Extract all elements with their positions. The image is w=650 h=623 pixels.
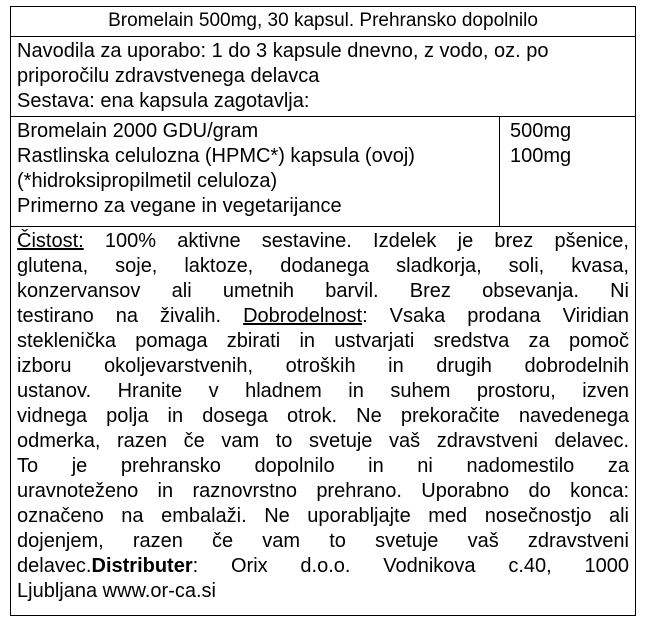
info-line: konzervansov ali umetnih barvil. Brez obsevanja. Ni <box>17 280 629 302</box>
info-line <box>17 554 629 579</box>
instructions-text <box>17 39 629 114</box>
info-fragment: : Orix d.o.o. Vodnikova c.40, 1000 <box>192 555 629 577</box>
instructions-row <box>11 37 635 117</box>
instructions-line: Navodila za uporabo: 1 do 3 kapsule dnevno, z vodo, oz. po <box>17 40 549 62</box>
info-line: vidnega polja in dosega otrok. Ne prekoračite navedenega <box>17 405 629 427</box>
info-line: odmerka, razen če vam to svetuje vaš zdravstveni delavec. <box>17 430 629 452</box>
info-line: glutena, soje, laktoze, dodanega sladkorja, soli, kvasa, <box>17 255 629 277</box>
purity-label: Čistost: <box>17 230 84 252</box>
product-title: Bromelain 500mg, 30 kapsul. Prehransko dopolnilo <box>108 10 538 31</box>
info-line: Ljubljana www.or-ca.si <box>17 580 216 602</box>
info-line <box>17 304 629 329</box>
info-line: ustanov. Hranite v hladnem in suhem prostoru, izven <box>17 380 629 402</box>
instructions-line: priporočilu zdravstvenega delavca <box>17 65 320 87</box>
info-fragment: 100% aktivne sestavine. Izdelek je brez pšenice, <box>83 230 629 252</box>
distributor-label: Distributer <box>91 555 193 577</box>
ingredients-table <box>11 117 635 227</box>
info-text <box>17 229 629 604</box>
vegan-note: Primerno za vegane in vegetarijance <box>17 195 342 217</box>
ingredient-amount: 100mg <box>510 145 572 167</box>
ingredient-amounts-cell <box>500 117 635 226</box>
ingredient-note: (*hidroksipropilmetil celuloza) <box>17 170 278 192</box>
composition-heading: Sestava: ena kapsula zagotavlja: <box>17 90 310 112</box>
info-line: To je prehransko dopolnilo in ni nadomestilo za <box>17 455 629 477</box>
ingredient-name: Bromelain 2000 GDU/gram <box>17 120 259 142</box>
info-line: steklenička pomaga zbirati in ustvarjati sredstva za pomoč <box>17 330 629 352</box>
ingredient-name: Rastlinska celulozna (HPMC*) kapsula (ovoj) <box>17 145 415 167</box>
product-label <box>10 6 636 616</box>
info-line <box>17 229 629 254</box>
info-row <box>11 227 635 615</box>
info-line: izboru okoljevarstvenih, otroških in drugih dobrodelnih <box>17 355 629 377</box>
info-fragment: delavec. <box>17 555 92 577</box>
info-line: uravnoteženo in raznovrstno prehrano. Uporabno do konca: <box>17 480 629 502</box>
info-line: dojenjem, razen če vam to svetuje vaš zdravstveni <box>17 530 629 552</box>
info-fragment: : Vsaka prodana Viridian <box>362 305 629 327</box>
ingredient-names-cell <box>11 117 500 226</box>
ingredient-amount: 500mg <box>510 120 572 142</box>
info-fragment: testirano na živalih. <box>17 305 244 327</box>
title-row <box>11 7 635 37</box>
charity-label: Dobrodelnost <box>243 305 363 327</box>
info-line: označeno na embalaži. Ne uporabljajte med nosečnostjo ali <box>17 505 629 527</box>
